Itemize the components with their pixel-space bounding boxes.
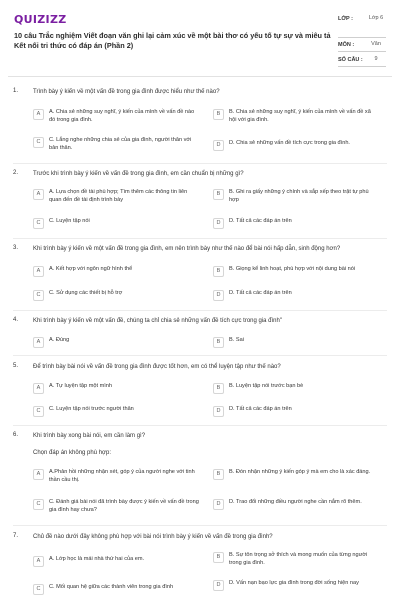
question-number: 6. [13, 432, 19, 438]
question-text: Để trình bày bài nói về vấn đề trong gia đình được tốt hơn, em có thể luyện tập như thế nào? [33, 364, 281, 370]
question-divider [13, 425, 387, 426]
quizizz-logo: QUIZIZZ [14, 13, 67, 26]
option-badge: B [213, 266, 224, 277]
class-label: LỚP : [338, 16, 353, 22]
option-badge: A [33, 337, 44, 348]
question-text: Khi trình bày ý kiến về một vấn đề, chúng ta chỉ chia sẻ những vấn đề tích cực trong gia đình" [33, 318, 282, 324]
count-underline [338, 66, 386, 67]
question-text: Khi trình bày xong bài nói, em cần làm gì? [33, 433, 146, 439]
option-badge: D [213, 499, 224, 510]
count-value: 9 [374, 56, 378, 62]
option-badge: A [33, 109, 44, 120]
option-text: B. Sai [229, 337, 244, 343]
question-number: 5. [13, 363, 19, 369]
question-text: Khi trình bày ý kiến về một vấn đề trong gia đình, em nên trình bày như thế nào để bài nói hấp dẫn, sinh động hơn? [33, 246, 341, 252]
class-value: Lớp 6 [368, 15, 384, 21]
question-text: Trước khi trình bày ý kiến về vấn đề trong gia đình, em cần chuẩn bị những gì? [33, 171, 244, 177]
subject-label: MÔN : [338, 42, 355, 48]
option-text: C. Mối quan hệ giữa các thành viên trong gia đình [49, 584, 174, 590]
option-badge: A [33, 383, 44, 394]
worksheet-title: 10 câu Trắc nghiệm Viết đoạn văn ghi lại cảm xúc về một bài thơ có yếu tố tự sự và miêu tả Kết nối tri thức có đáp án (Phần 2) [14, 31, 331, 50]
option-badge: D [213, 406, 224, 417]
worksheet-header [0, 0, 400, 76]
option-badge: D [213, 580, 224, 591]
option-badge: D [213, 218, 224, 229]
option-text: D. Tất cả các đáp án trên [229, 290, 292, 296]
option-badge: B [213, 189, 224, 200]
subject-value: Văn [371, 41, 381, 47]
option-text: D. Vấn nạn bạo lực gia đình trong đời sống hiện nay [229, 580, 359, 586]
option-text: B. Chia sẻ những suy nghĩ, ý kiến của mình về vấn đề xã hội với gia đình. [229, 109, 371, 123]
question-number: 7. [13, 533, 19, 539]
header-divider [8, 76, 392, 77]
question-number: 4. [13, 317, 19, 323]
option-badge: C [33, 218, 44, 229]
option-text: B. Ghi ra giấy những ý chính và sắp xếp theo trật tự phù hợp [229, 189, 369, 203]
option-text: D. Tất cả các đáp án trên [229, 218, 292, 224]
question-text: Trình bày ý kiến về một vấn đề trong gia đình được hiểu như thế nào? [33, 89, 220, 95]
option-badge: A [33, 189, 44, 200]
option-badge: D [213, 140, 224, 151]
option-text: B. Giọng kể linh hoạt, phù hợp với nội dung bài nói [229, 266, 356, 272]
option-text: A. Đúng [49, 337, 70, 343]
option-text: A. Chia sẻ những suy nghĩ, ý kiến của mình về vấn đề nào đó trong gia đình. [49, 109, 195, 123]
option-text: A.Phản hồi những nhận xét, góp ý của người nghe với tinh thần cầu thị. [49, 469, 195, 483]
question-divider [13, 238, 387, 239]
option-badge: A [33, 469, 44, 480]
question-number: 1. [13, 88, 19, 94]
question-instruction: Chọn đáp án không phù hợp: [33, 450, 111, 456]
count-label: SỐ CÂU : [338, 57, 363, 63]
class-underline [338, 37, 386, 38]
option-badge: B [213, 383, 224, 394]
option-text: B. Đón nhận những ý kiến góp ý mà em cho là xác đáng. [229, 469, 371, 475]
option-text: B. Luyện tập nói trước bạn bè [229, 383, 304, 389]
option-badge: C [33, 290, 44, 301]
option-text: A. Lựa chọn đề tài phù hợp; Tìm thêm các thông tin liên quan đến đề tài định trình bày [49, 189, 188, 203]
option-badge: D [213, 290, 224, 301]
option-badge: A [33, 556, 44, 567]
question-divider [13, 355, 387, 356]
option-text: C. Luyện tập nói trước người thân [49, 406, 134, 412]
option-badge: A [33, 266, 44, 277]
option-text: A. Kết hợp với ngôn ngữ hình thể [49, 266, 133, 272]
question-text: Chủ đề nào dưới đây không phù hợp với bài nói trình bày ý kiến về vấn đề trong gia đình? [33, 534, 273, 540]
option-badge: C [33, 499, 44, 510]
option-text: C. Luyện tập nói [49, 218, 90, 224]
option-text: C. Đánh giá bài nói đã trình bày được ý kiến về vấn đề trong gia đình hay chưa? [49, 499, 199, 513]
option-badge: C [33, 406, 44, 417]
question-divider [13, 310, 387, 311]
question-divider [13, 525, 387, 526]
subject-underline [338, 51, 386, 52]
question-number: 2. [13, 170, 19, 176]
option-text: D. Chia sẻ những vấn đề tích cực trong gia đình. [229, 140, 350, 146]
option-badge: C [33, 584, 44, 595]
question-divider [13, 163, 387, 164]
option-text: D. Tất cả các đáp án trên [229, 406, 292, 412]
option-badge: B [213, 337, 224, 348]
option-text: C. Sử dụng các thiết bị hỗ trợ [49, 290, 123, 296]
option-badge: B [213, 109, 224, 120]
option-badge: C [33, 137, 44, 148]
option-badge: B [213, 552, 224, 563]
option-text: B. Sự tôn trọng sở thích và mong muốn của từng người trong gia đình. [229, 552, 368, 566]
option-text: A. Tự luyện tập một mình [49, 383, 113, 389]
option-badge: B [213, 469, 224, 480]
question-number: 3. [13, 245, 19, 251]
option-text: D. Trao đổi những điều người nghe cần nắm rõ thêm. [229, 499, 362, 505]
option-text: C. Lắng nghe những chia sẻ của gia đình, người thân với bản thân. [49, 137, 192, 151]
option-text: A. Lớp học là mái nhà thứ hai của em. [49, 556, 145, 562]
